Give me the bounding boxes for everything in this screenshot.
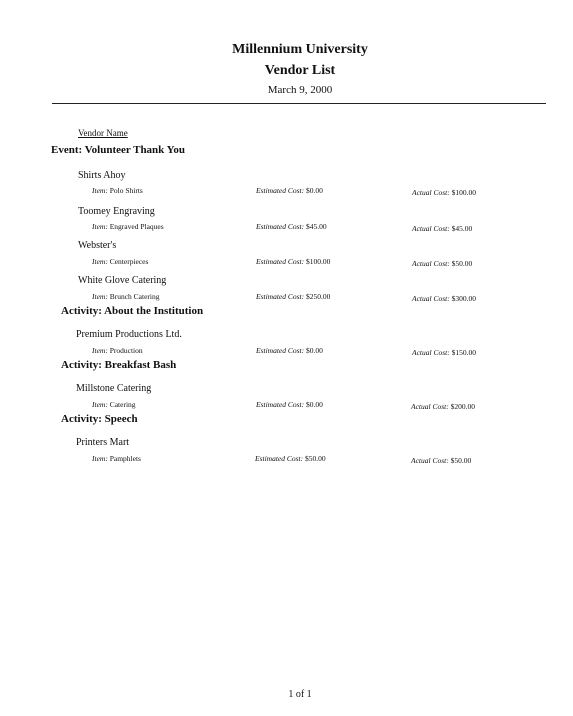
report-title: Millennium University <box>232 42 368 57</box>
actual-cost <box>412 348 476 357</box>
item-label: Item: <box>92 454 108 463</box>
estimated-label: Estimated Cost: <box>256 222 305 231</box>
activity-heading: Activity: Breakfast Bash <box>61 359 177 371</box>
activity-heading: Activity: Speech <box>61 413 138 425</box>
vendor-item <box>92 257 148 266</box>
estimated-cost <box>256 346 323 355</box>
item-label: Item: <box>92 346 108 355</box>
estimated-value: $100.00 <box>306 257 331 266</box>
actual-value: $100.00 <box>451 188 476 197</box>
vendor-item <box>92 186 143 195</box>
estimated-value: $45.00 <box>306 222 327 231</box>
vendor-name: White Glove Catering <box>78 275 167 286</box>
column-header-vendor-name: Vendor Name <box>78 128 128 138</box>
estimated-cost <box>256 186 323 195</box>
activity-heading: Activity: About the Institution <box>61 305 204 317</box>
item-value: Catering <box>109 400 136 409</box>
vendor-item <box>92 292 159 301</box>
item-value: Centerpieces <box>109 257 149 266</box>
estimated-value: $50.00 <box>305 454 326 463</box>
report-date: March 9, 2000 <box>267 84 333 96</box>
vendor-name: Webster's <box>78 240 117 251</box>
actual-value: $150.00 <box>451 348 476 357</box>
actual-label: Actual Cost: <box>411 456 449 465</box>
actual-label: Actual Cost: <box>412 259 450 268</box>
vendor-item <box>92 346 143 355</box>
estimated-label: Estimated Cost: <box>256 257 305 266</box>
actual-cost <box>411 402 475 411</box>
item-label: Item: <box>92 257 108 266</box>
actual-label: Actual Cost: <box>412 224 450 233</box>
actual-cost <box>411 456 471 465</box>
estimated-label: Estimated Cost: <box>256 346 305 355</box>
item-label: Item: <box>92 292 108 301</box>
vendor-name: Toomey Engraving <box>78 206 155 217</box>
actual-cost <box>412 259 472 268</box>
actual-value: $200.00 <box>450 402 475 411</box>
item-label: Item: <box>92 222 108 231</box>
item-value: Pamphlets <box>109 454 141 463</box>
vendor-item <box>92 222 164 231</box>
vendor-name: Shirts Ahoy <box>78 170 126 181</box>
actual-label: Actual Cost: <box>412 294 450 303</box>
estimated-value: $250.00 <box>306 292 331 301</box>
item-value: Engraved Plaques <box>109 222 164 231</box>
estimated-label: Estimated Cost: <box>256 292 305 301</box>
actual-value: $300.00 <box>451 294 476 303</box>
estimated-cost <box>256 292 330 301</box>
event-heading: Event: Volunteer Thank You <box>51 144 185 156</box>
estimated-label: Estimated Cost: <box>256 186 305 195</box>
actual-value: $50.00 <box>450 456 472 465</box>
vendor-item <box>92 400 136 409</box>
actual-value: $50.00 <box>451 259 473 268</box>
actual-cost <box>412 188 476 197</box>
estimated-value: $0.00 <box>306 186 323 195</box>
actual-label: Actual Cost: <box>411 402 449 411</box>
page-number: 1 of 1 <box>288 689 312 700</box>
estimated-cost <box>255 454 326 463</box>
item-label: Item: <box>92 186 108 195</box>
vendor-name: Millstone Catering <box>76 383 152 394</box>
estimated-cost <box>256 400 323 409</box>
actual-label: Actual Cost: <box>412 188 450 197</box>
item-value: Brunch Catering <box>109 292 160 301</box>
estimated-cost <box>256 222 327 231</box>
actual-cost <box>412 224 472 233</box>
item-value: Production <box>109 346 143 355</box>
actual-cost <box>412 294 476 303</box>
estimated-label: Estimated Cost: <box>255 454 304 463</box>
estimated-cost <box>256 257 330 266</box>
estimated-value: $0.00 <box>306 346 323 355</box>
item-value: Polo Shirts <box>109 186 143 195</box>
header-divider <box>52 103 546 104</box>
actual-label: Actual Cost: <box>412 348 450 357</box>
vendor-name: Printers Mart <box>76 437 130 448</box>
estimated-value: $0.00 <box>306 400 323 409</box>
vendor-item <box>92 454 141 463</box>
item-label: Item: <box>92 400 108 409</box>
estimated-label: Estimated Cost: <box>256 400 305 409</box>
actual-value: $45.00 <box>451 224 473 233</box>
report-subtitle: Vendor List <box>264 63 336 78</box>
vendor-name: Premium Productions Ltd. <box>76 329 182 340</box>
